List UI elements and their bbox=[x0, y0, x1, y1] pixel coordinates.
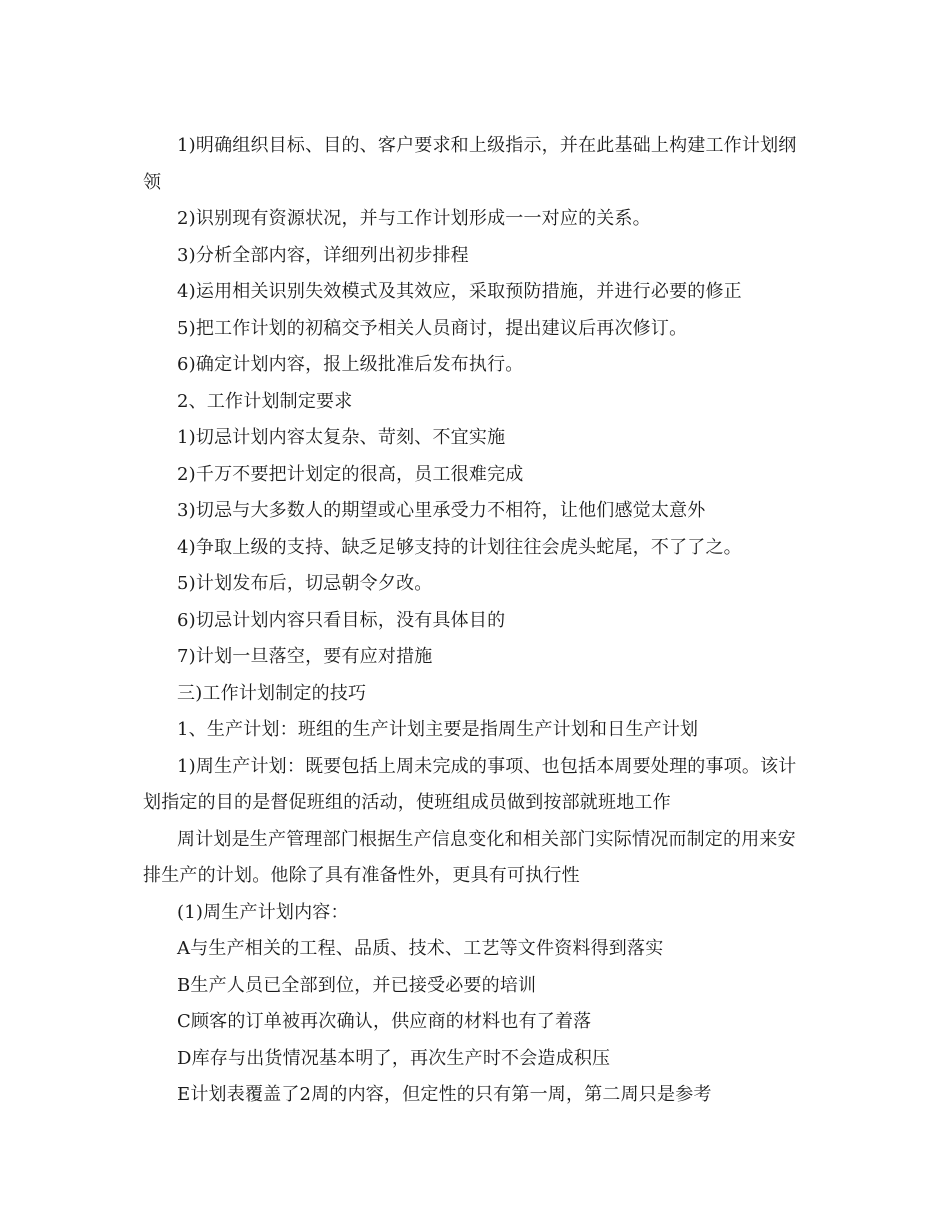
paragraph-11: 4)争取上级的支持、缺乏足够支持的计划往往会虎头蛇尾，不了了之。 bbox=[177, 536, 742, 558]
paragraph-16: 1、生产计划：班组的生产计划主要是指周生产计划和日生产计划 bbox=[177, 719, 699, 740]
paragraph-14: 7)计划一旦落空，要有应对措施 bbox=[177, 646, 433, 667]
paragraph-5: 5)把工作计划的初稿交予相关人员商讨，提出建议后再次修订。 bbox=[177, 317, 688, 339]
paragraph-8: 1)切忌计划内容太复杂、苛刻、不宜实施 bbox=[177, 427, 506, 448]
paragraph-10: 3)切忌与大多数人的期望或心里承受力不相符，让他们感觉太意外 bbox=[177, 500, 706, 521]
paragraph-2: 2)识别现有资源状况，并与工作计划形成一一对应的关系。 bbox=[177, 208, 651, 229]
paragraph-24: E计划表覆盖了2周的内容，但定性的只有第一周，第二周只是参考 bbox=[177, 1084, 712, 1105]
paragraph-3: 3)分析全部内容，详细列出初步排程 bbox=[177, 244, 469, 266]
paragraph-13: 6)切忌计划内容只看目标，没有具体目的 bbox=[177, 609, 506, 631]
paragraph-12: 5)计划发布后，切忌朝令夕改。 bbox=[177, 573, 433, 594]
paragraph-4: 4)运用相关识别失效模式及其效应，采取预防措施，并进行必要的修正 bbox=[177, 281, 742, 302]
document-body bbox=[143, 128, 808, 1114]
section-heading-techniques: 三)工作计划制定的技巧 bbox=[177, 682, 367, 704]
paragraph-9: 2)千万不要把计划定的很高，员工很难完成 bbox=[177, 463, 524, 485]
paragraph-20: A与生产相关的工程、品质、技术、工艺等文件资料得到落实 bbox=[177, 938, 664, 959]
paragraph-22: C顾客的订单被再次确认，供应商的材料也有了着落 bbox=[177, 1011, 592, 1032]
paragraph-1: 1)明确组织目标、目的、客户要求和上级指示，并在此基础上构建工作计划纲领 bbox=[143, 135, 797, 193]
section-heading-requirements: 2、工作计划制定要求 bbox=[177, 390, 353, 412]
paragraph-21: B生产人员已全部到位，并已接受必要的培训 bbox=[177, 974, 537, 996]
paragraph-19: (1)周生产计划内容： bbox=[177, 901, 349, 923]
paragraph-6: 6)确定计划内容，报上级批准后发布执行。 bbox=[177, 354, 524, 375]
paragraph-23: D库存与出货情况基本明了，再次生产时不会造成积压 bbox=[177, 1047, 611, 1069]
paragraph-17: 1)周生产计划：既要包括上周未完成的事项、也包括本周要处理的事项。该计划指定的目的是督促班组的活动，使班组成员做到按部就班地工作 bbox=[143, 755, 797, 813]
paragraph-18: 周计划是生产管理部门根据生产信息变化和相关部门实际情况而制定的用来安排生产的计划。他除了具有准备性外，更具有可执行性 bbox=[143, 828, 796, 886]
